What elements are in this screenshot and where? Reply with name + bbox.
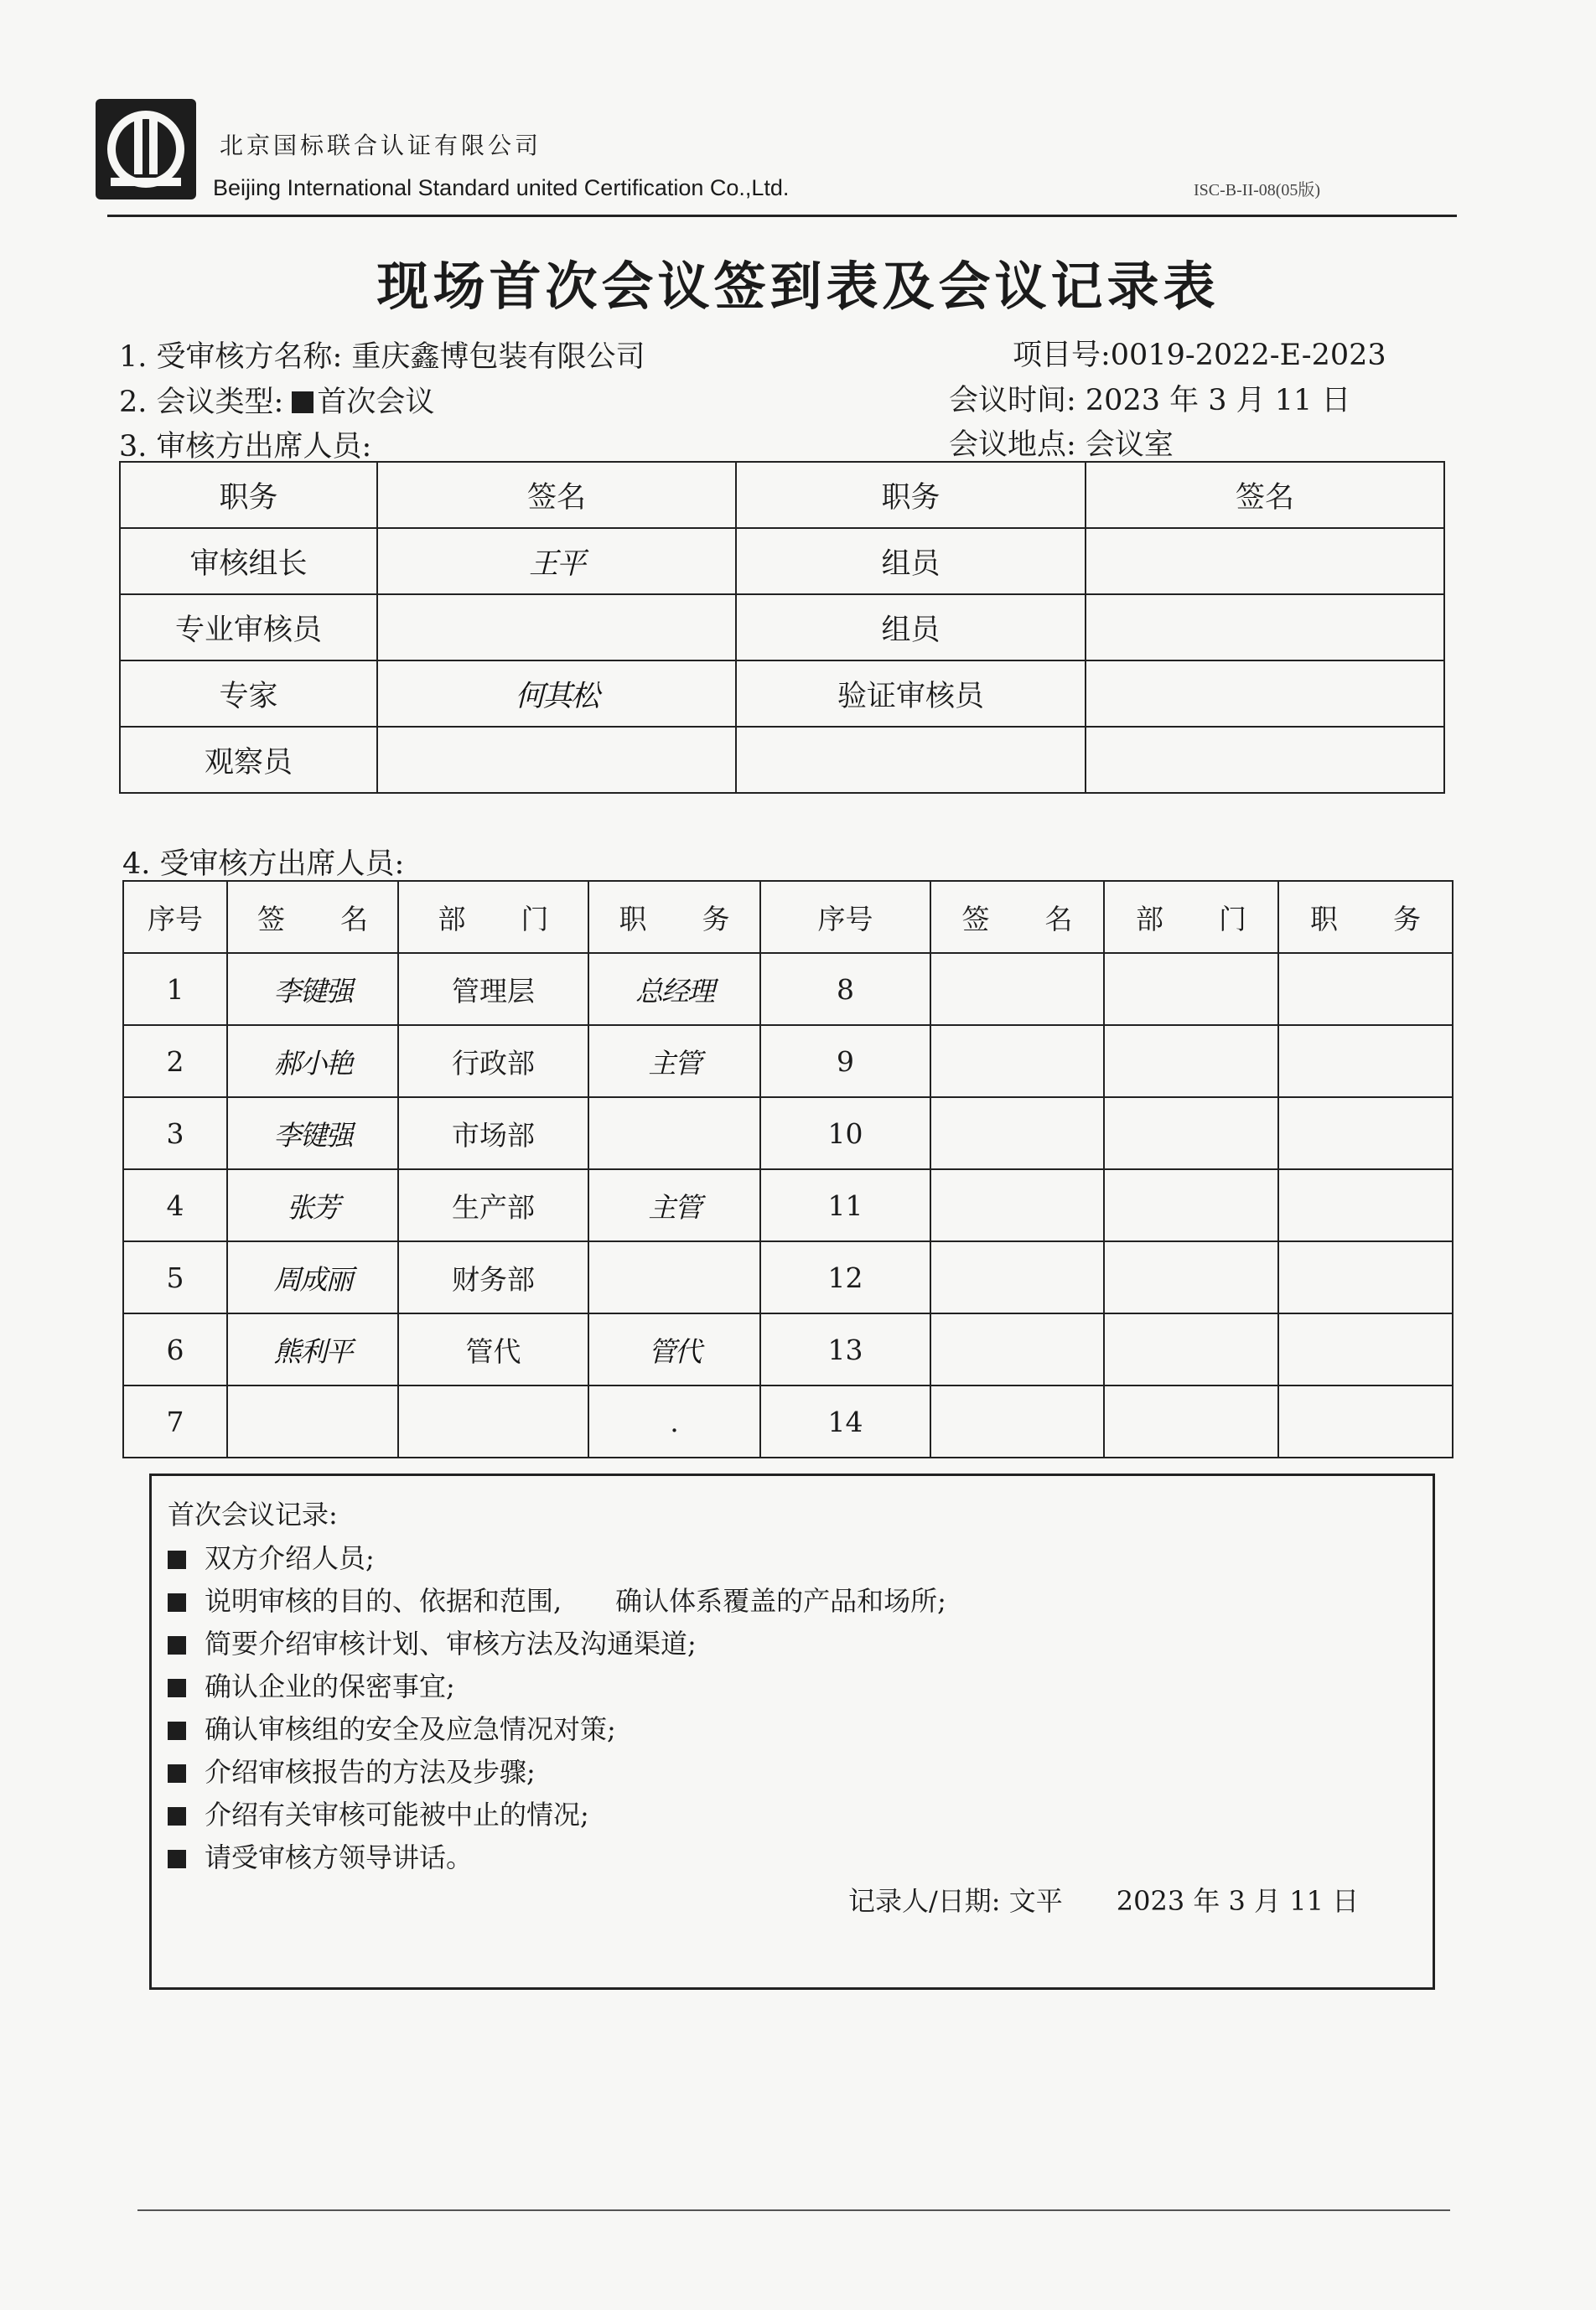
square-bullet-icon	[168, 1679, 186, 1697]
signature-cell: 张芳	[227, 1169, 398, 1241]
signature-cell	[1086, 660, 1444, 727]
meeting-type	[119, 379, 434, 421]
row-number: 4	[123, 1169, 227, 1241]
row-number: 6	[123, 1313, 227, 1385]
position-cell: 主管	[588, 1169, 760, 1241]
table-row	[123, 1313, 1453, 1385]
record-item	[168, 1623, 697, 1661]
role-cell: 审核组长	[120, 528, 377, 594]
row-number: 3	[123, 1097, 227, 1169]
auditee-name: 1. 受审核方名称: 重庆鑫博包装有限公司	[119, 340, 645, 374]
signature-cell	[1086, 727, 1444, 793]
signature-cell: 李键强	[227, 1097, 398, 1169]
auditor-signin-table	[119, 461, 1445, 794]
row-number: 10	[760, 1097, 930, 1169]
row-number: 7	[123, 1385, 227, 1458]
record-item-text: 介绍审核报告的方法及步骤;	[205, 1756, 536, 1788]
recorder-date: 记录人/日期: 文平 2023 年 3 月 11 日	[848, 1885, 1360, 1917]
position-cell	[1278, 953, 1453, 1025]
signature-cell: 何其松	[377, 660, 736, 727]
table-row	[120, 594, 1444, 660]
record-item-text: 确认企业的保密事宜;	[205, 1670, 455, 1702]
table-row	[120, 660, 1444, 727]
square-bullet-icon	[168, 1764, 186, 1783]
record-item	[168, 1580, 946, 1619]
header-cell: 序号	[123, 881, 227, 953]
record-item	[168, 1665, 455, 1704]
table-row	[123, 953, 1453, 1025]
meeting-record-title: 首次会议记录:	[168, 1499, 338, 1531]
company-name-en: Beijing International Standard united Certification Co.,Ltd.	[213, 175, 790, 200]
meeting-time: 会议时间: 2023 年 3 月 11 日	[949, 384, 1351, 417]
record-item-text: 介绍有关审核可能被中止的情况;	[205, 1799, 589, 1831]
position-cell	[1278, 1025, 1453, 1097]
position-cell	[588, 1097, 760, 1169]
signature-cell	[930, 1025, 1104, 1097]
header-cell: 部 门	[398, 881, 588, 953]
position-cell: 总经理	[588, 953, 760, 1025]
department-cell	[398, 1385, 588, 1458]
position-cell: .	[588, 1385, 760, 1458]
position-cell	[588, 1241, 760, 1313]
company-name-cn: 北京国标联合认证有限公司	[220, 132, 542, 159]
header-cell: 部 门	[1104, 881, 1278, 953]
auditee-signin-table	[122, 880, 1454, 1458]
role-cell: 验证审核员	[736, 660, 1086, 727]
table-row	[123, 1385, 1453, 1458]
header-cell: 职 务	[588, 881, 760, 953]
signature-cell	[930, 1097, 1104, 1169]
record-item	[168, 1751, 536, 1789]
header-divider	[107, 215, 1457, 217]
position-cell: 管代	[588, 1313, 760, 1385]
header-cell: 职务	[120, 462, 377, 528]
record-item-text: 说明审核的目的、依据和范围, 确认体系覆盖的产品和场所;	[205, 1585, 946, 1617]
square-bullet-icon	[168, 1593, 186, 1612]
record-item-text: 确认审核组的安全及应急情况对策;	[205, 1713, 616, 1745]
header-cell: 签 名	[930, 881, 1104, 953]
record-item	[168, 1794, 589, 1832]
signature-cell: 熊利平	[227, 1313, 398, 1385]
square-bullet-icon	[168, 1807, 186, 1826]
row-number: 13	[760, 1313, 930, 1385]
signature-cell: 郝小艳	[227, 1025, 398, 1097]
position-cell	[1278, 1313, 1453, 1385]
signature-cell: 周成丽	[227, 1241, 398, 1313]
header-cell: 序号	[760, 881, 930, 953]
square-bullet-icon	[168, 1551, 186, 1569]
row-number: 11	[760, 1169, 930, 1241]
department-cell	[1104, 1169, 1278, 1241]
record-item-text: 简要介绍审核计划、审核方法及沟通渠道;	[205, 1628, 697, 1660]
meeting-place: 会议地点: 会议室	[949, 428, 1174, 462]
row-number: 9	[760, 1025, 930, 1097]
table-header-row	[120, 462, 1444, 528]
department-cell: 行政部	[398, 1025, 588, 1097]
signature-cell	[1086, 528, 1444, 594]
position-cell: 主管	[588, 1025, 760, 1097]
checkbox-checked-icon	[292, 391, 314, 413]
meeting-type-label: 2. 会议类型:	[119, 386, 284, 419]
form-code: ISC-B-II-08(05版)	[1194, 181, 1321, 199]
square-bullet-icon	[168, 1636, 186, 1655]
row-number: 5	[123, 1241, 227, 1313]
header-cell: 签名	[1086, 462, 1444, 528]
department-cell: 市场部	[398, 1097, 588, 1169]
square-bullet-icon	[168, 1722, 186, 1740]
role-cell: 观察员	[120, 727, 377, 793]
record-item	[168, 1708, 616, 1747]
table-header-row	[123, 881, 1453, 953]
footer-divider	[137, 2209, 1450, 2211]
department-cell: 管理层	[398, 953, 588, 1025]
department-cell	[1104, 1385, 1278, 1458]
signature-cell: 王平	[377, 528, 736, 594]
row-number: 2	[123, 1025, 227, 1097]
position-cell	[1278, 1097, 1453, 1169]
department-cell	[1104, 1025, 1278, 1097]
auditee-attendees-label: 4. 受审核方出席人员:	[122, 847, 405, 881]
position-cell	[1278, 1169, 1453, 1241]
row-number: 8	[760, 953, 930, 1025]
signature-cell	[377, 594, 736, 660]
department-cell	[1104, 1097, 1278, 1169]
header-cell: 签名	[377, 462, 736, 528]
signature-cell	[930, 1313, 1104, 1385]
row-number: 14	[760, 1385, 930, 1458]
document-title: 现场首次会议签到表及会议记录表	[376, 256, 1220, 317]
table-row	[123, 1241, 1453, 1313]
row-number: 1	[123, 953, 227, 1025]
record-item	[168, 1537, 375, 1576]
role-cell	[736, 727, 1086, 793]
header-cell: 签 名	[227, 881, 398, 953]
record-item	[168, 1836, 473, 1875]
project-number: 项目号:0019-2022-E-2023	[1013, 339, 1386, 372]
position-cell	[1278, 1385, 1453, 1458]
row-number: 12	[760, 1241, 930, 1313]
header-cell: 职 务	[1278, 881, 1453, 953]
table-row	[123, 1025, 1453, 1097]
signature-cell: 李键强	[227, 953, 398, 1025]
department-cell	[1104, 1241, 1278, 1313]
role-cell: 组员	[736, 528, 1086, 594]
signature-cell	[377, 727, 736, 793]
signature-cell	[1086, 594, 1444, 660]
table-row	[120, 528, 1444, 594]
signature-cell	[930, 1385, 1104, 1458]
signature-cell	[930, 1169, 1104, 1241]
header-cell: 职务	[736, 462, 1086, 528]
auditor-attendees-label: 3. 审核方出席人员:	[119, 430, 372, 464]
signature-cell	[227, 1385, 398, 1458]
company-logo	[94, 97, 198, 201]
role-cell: 组员	[736, 594, 1086, 660]
position-cell	[1278, 1241, 1453, 1313]
table-row	[120, 727, 1444, 793]
department-cell: 管代	[398, 1313, 588, 1385]
department-cell: 财务部	[398, 1241, 588, 1313]
record-item-text: 请受审核方领导讲话。	[205, 1841, 474, 1873]
square-bullet-icon	[168, 1850, 186, 1868]
signature-cell	[930, 953, 1104, 1025]
role-cell: 专业审核员	[120, 594, 377, 660]
record-item-text: 双方介绍人员;	[205, 1542, 375, 1574]
meeting-type-value: 首次会议	[317, 386, 435, 419]
department-cell	[1104, 953, 1278, 1025]
role-cell: 专家	[120, 660, 377, 727]
table-row	[123, 1169, 1453, 1241]
department-cell	[1104, 1313, 1278, 1385]
department-cell: 生产部	[398, 1169, 588, 1241]
signature-cell	[930, 1241, 1104, 1313]
table-row	[123, 1097, 1453, 1169]
